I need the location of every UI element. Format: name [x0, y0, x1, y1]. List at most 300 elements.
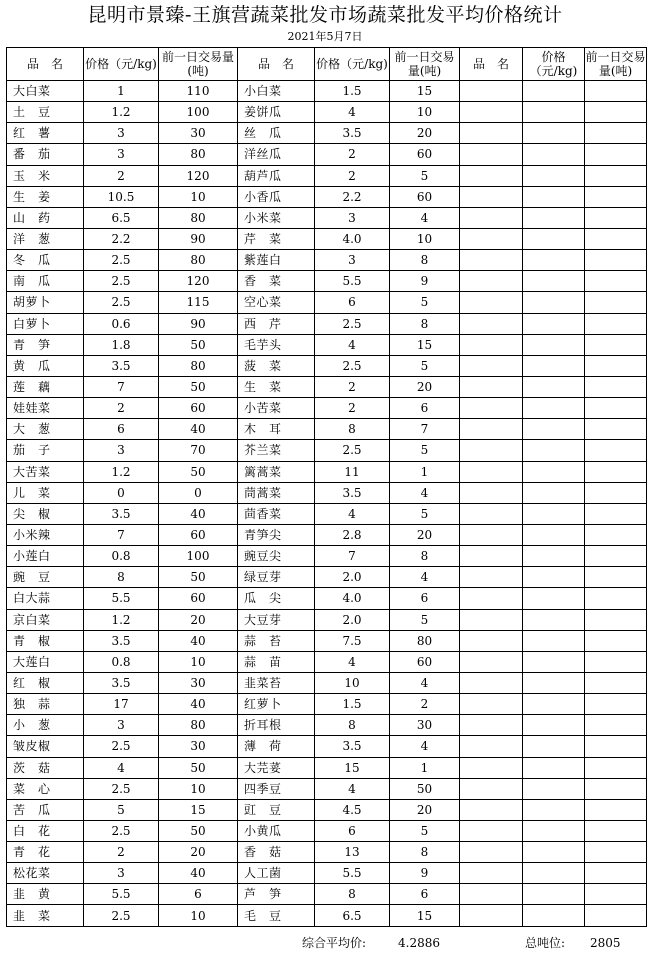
cell-name: 娃娃菜 — [7, 398, 84, 419]
cell-volume: 15 — [159, 799, 238, 820]
table-row — [7, 250, 647, 271]
cell-volume: 120 — [159, 271, 238, 292]
cell-price: 2.8 — [315, 524, 390, 545]
cell-volume: 15 — [390, 905, 460, 926]
cell-name: 红 薯 — [7, 123, 84, 144]
cell-volume — [585, 757, 647, 778]
cell-price — [523, 715, 585, 736]
cell-volume: 5 — [390, 292, 460, 313]
cell-name: 玉 米 — [7, 165, 84, 186]
cell-volume: 60 — [159, 588, 238, 609]
cell-volume: 40 — [159, 503, 238, 524]
cell-price — [523, 81, 585, 102]
cell-name: 薄 荷 — [238, 736, 315, 757]
cell-volume: 4 — [390, 207, 460, 228]
cell-price: 5.5 — [315, 863, 390, 884]
cell-price: 3.5 — [84, 630, 159, 651]
cell-name — [460, 736, 523, 757]
cell-volume: 15 — [390, 81, 460, 102]
cell-volume: 6 — [390, 398, 460, 419]
cell-volume: 60 — [390, 144, 460, 165]
cell-price — [523, 292, 585, 313]
cell-price — [523, 609, 585, 630]
cell-price — [523, 630, 585, 651]
cell-name: 白 花 — [7, 820, 84, 841]
cell-name: 番 茄 — [7, 144, 84, 165]
cell-price: 7 — [84, 524, 159, 545]
cell-price: 3 — [84, 863, 159, 884]
cell-price: 5.5 — [84, 884, 159, 905]
cell-name — [460, 884, 523, 905]
cell-volume: 50 — [159, 820, 238, 841]
cell-price: 3.5 — [315, 482, 390, 503]
cell-price: 8 — [315, 419, 390, 440]
cell-name — [460, 334, 523, 355]
cell-name: 绿豆芽 — [238, 567, 315, 588]
table-row — [7, 123, 647, 144]
cell-name: 白萝卜 — [7, 313, 84, 334]
cell-name: 香 菇 — [238, 842, 315, 863]
cell-price: 3 — [84, 440, 159, 461]
cell-volume: 5 — [390, 609, 460, 630]
table-row — [7, 144, 647, 165]
cell-volume: 80 — [390, 630, 460, 651]
cell-name: 小黄瓜 — [238, 820, 315, 841]
cell-volume: 20 — [390, 799, 460, 820]
table-row — [7, 398, 647, 419]
cell-name — [460, 313, 523, 334]
cell-price — [523, 461, 585, 482]
cell-volume — [585, 736, 647, 757]
cell-price: 2.5 — [315, 313, 390, 334]
cell-name: 小米菜 — [238, 207, 315, 228]
table-row — [7, 271, 647, 292]
cell-name: 小 葱 — [7, 715, 84, 736]
cell-volume — [585, 546, 647, 567]
cell-name: 松花菜 — [7, 863, 84, 884]
cell-volume: 50 — [390, 778, 460, 799]
cell-volume — [585, 228, 647, 249]
cell-volume — [585, 651, 647, 672]
cell-price: 4 — [315, 334, 390, 355]
cell-volume: 10 — [159, 651, 238, 672]
cell-price — [523, 863, 585, 884]
cell-volume: 10 — [159, 905, 238, 926]
cell-name: 豇 豆 — [238, 799, 315, 820]
header-name-2: 品 名 — [238, 48, 315, 81]
cell-name — [460, 588, 523, 609]
cell-price: 2 — [315, 144, 390, 165]
table-row — [7, 81, 647, 102]
cell-name — [460, 376, 523, 397]
cell-name: 茄 子 — [7, 440, 84, 461]
cell-price: 2 — [84, 165, 159, 186]
header-price-3: 价格（元/kg) — [523, 48, 585, 81]
cell-price — [523, 588, 585, 609]
cell-name — [460, 123, 523, 144]
cell-price: 2 — [84, 398, 159, 419]
cell-volume: 80 — [159, 355, 238, 376]
cell-volume — [585, 165, 647, 186]
cell-price: 3 — [84, 144, 159, 165]
cell-name — [460, 820, 523, 841]
cell-name — [460, 207, 523, 228]
cell-price — [523, 313, 585, 334]
cell-name: 洋 葱 — [7, 228, 84, 249]
cell-name: 生 菜 — [238, 376, 315, 397]
table-body — [7, 81, 647, 927]
cell-price — [523, 546, 585, 567]
cell-price — [523, 102, 585, 123]
cell-name: 青笋尖 — [238, 524, 315, 545]
cell-price — [523, 144, 585, 165]
cell-volume: 4 — [390, 567, 460, 588]
cell-volume — [585, 524, 647, 545]
cell-price: 2.5 — [84, 250, 159, 271]
cell-volume — [585, 271, 647, 292]
cell-volume — [585, 694, 647, 715]
cell-volume — [585, 905, 647, 926]
cell-name: 蒜 苗 — [238, 651, 315, 672]
cell-name: 蒜 苔 — [238, 630, 315, 651]
cell-volume — [585, 292, 647, 313]
cell-name — [460, 651, 523, 672]
cell-volume: 115 — [159, 292, 238, 313]
table-row — [7, 482, 647, 503]
cell-volume: 60 — [390, 186, 460, 207]
cell-name: 大白菜 — [7, 81, 84, 102]
table-row — [7, 884, 647, 905]
cell-price: 7.5 — [315, 630, 390, 651]
cell-price: 2.0 — [315, 567, 390, 588]
total-tonnage-value: 2805 — [590, 936, 621, 950]
cell-price: 0.8 — [84, 651, 159, 672]
table-row — [7, 419, 647, 440]
cell-price: 3 — [315, 207, 390, 228]
cell-price: 1.2 — [84, 102, 159, 123]
cell-volume: 80 — [159, 715, 238, 736]
cell-price: 8 — [315, 884, 390, 905]
cell-name — [460, 186, 523, 207]
cell-volume: 10 — [390, 102, 460, 123]
cell-name: 小米辣 — [7, 524, 84, 545]
cell-volume: 20 — [159, 609, 238, 630]
cell-name: 冬 瓜 — [7, 250, 84, 271]
cell-volume — [585, 355, 647, 376]
table-row — [7, 567, 647, 588]
table-row — [7, 165, 647, 186]
cell-volume: 8 — [390, 250, 460, 271]
header-volume-3: 前一日交易量(吨) — [585, 48, 647, 81]
cell-price — [523, 207, 585, 228]
cell-volume — [585, 144, 647, 165]
cell-name: 韭菜苔 — [238, 672, 315, 693]
cell-price — [523, 757, 585, 778]
cell-price — [523, 186, 585, 207]
cell-name — [460, 440, 523, 461]
cell-name — [460, 271, 523, 292]
cell-price: 2 — [315, 165, 390, 186]
cell-name: 丝 瓜 — [238, 123, 315, 144]
cell-price — [523, 419, 585, 440]
cell-name: 瓜 尖 — [238, 588, 315, 609]
table-row — [7, 842, 647, 863]
cell-price: 2.5 — [84, 820, 159, 841]
cell-name: 尖 椒 — [7, 503, 84, 524]
cell-price: 2.5 — [315, 440, 390, 461]
cell-price: 2.5 — [84, 905, 159, 926]
cell-price — [523, 503, 585, 524]
table-row — [7, 630, 647, 651]
cell-name — [460, 524, 523, 545]
cell-name: 人工菌 — [238, 863, 315, 884]
cell-name: 京白菜 — [7, 609, 84, 630]
cell-price: 6.5 — [84, 207, 159, 228]
cell-volume: 5 — [390, 355, 460, 376]
cell-price: 8 — [84, 567, 159, 588]
cell-volume — [585, 503, 647, 524]
cell-volume — [585, 630, 647, 651]
cell-price: 6 — [84, 419, 159, 440]
cell-name — [460, 461, 523, 482]
table-row — [7, 757, 647, 778]
table-row — [7, 524, 647, 545]
cell-price — [523, 736, 585, 757]
cell-volume — [585, 799, 647, 820]
cell-name: 茨 菇 — [7, 757, 84, 778]
cell-name: 小莲白 — [7, 546, 84, 567]
cell-name — [460, 419, 523, 440]
table-row — [7, 376, 647, 397]
table-row — [7, 778, 647, 799]
cell-price: 4 — [315, 102, 390, 123]
cell-name — [460, 715, 523, 736]
cell-volume — [585, 376, 647, 397]
cell-price: 5 — [84, 799, 159, 820]
cell-volume — [585, 398, 647, 419]
cell-name — [460, 355, 523, 376]
table-row — [7, 102, 647, 123]
cell-volume: 9 — [390, 271, 460, 292]
cell-volume: 20 — [390, 524, 460, 545]
cell-volume: 50 — [159, 376, 238, 397]
header-price-1: 价格（元/kg) — [84, 48, 159, 81]
cell-price: 2.2 — [315, 186, 390, 207]
cell-volume: 8 — [390, 842, 460, 863]
cell-name: 茼蒿菜 — [238, 482, 315, 503]
cell-volume: 1 — [390, 461, 460, 482]
cell-price: 8 — [315, 715, 390, 736]
table-row — [7, 440, 647, 461]
cell-price: 2.5 — [84, 736, 159, 757]
cell-price — [523, 228, 585, 249]
cell-volume: 80 — [159, 144, 238, 165]
cell-volume — [585, 863, 647, 884]
table-row — [7, 228, 647, 249]
cell-volume: 1 — [390, 757, 460, 778]
cell-volume — [585, 102, 647, 123]
cell-name — [460, 292, 523, 313]
cell-volume — [585, 778, 647, 799]
cell-price — [523, 271, 585, 292]
cell-volume: 4 — [390, 482, 460, 503]
cell-volume — [585, 715, 647, 736]
cell-name: 毛 豆 — [238, 905, 315, 926]
cell-name: 菠 菜 — [238, 355, 315, 376]
cell-price: 17 — [84, 694, 159, 715]
cell-price: 1.5 — [315, 694, 390, 715]
cell-price: 2.5 — [84, 292, 159, 313]
table-row — [7, 694, 647, 715]
cell-volume — [585, 588, 647, 609]
cell-price: 2 — [315, 376, 390, 397]
cell-price — [523, 440, 585, 461]
cell-name: 皱皮椒 — [7, 736, 84, 757]
cell-price: 0 — [84, 482, 159, 503]
cell-name: 胡萝卜 — [7, 292, 84, 313]
cell-price: 2.5 — [315, 355, 390, 376]
cell-name: 茴香菜 — [238, 503, 315, 524]
table-row — [7, 672, 647, 693]
cell-price: 4 — [315, 651, 390, 672]
cell-volume — [585, 419, 647, 440]
cell-price: 7 — [84, 376, 159, 397]
cell-price: 3.5 — [84, 503, 159, 524]
cell-volume — [585, 334, 647, 355]
cell-price: 2 — [315, 398, 390, 419]
table-row — [7, 736, 647, 757]
cell-volume — [585, 123, 647, 144]
cell-name: 红 椒 — [7, 672, 84, 693]
table-row — [7, 863, 647, 884]
cell-volume — [585, 250, 647, 271]
cell-volume — [585, 609, 647, 630]
cell-volume: 5 — [390, 820, 460, 841]
cell-price: 11 — [315, 461, 390, 482]
cell-price — [523, 165, 585, 186]
cell-price — [523, 694, 585, 715]
cell-name: 豌 豆 — [7, 567, 84, 588]
cell-volume — [585, 186, 647, 207]
cell-name — [460, 842, 523, 863]
cell-price: 1.2 — [84, 609, 159, 630]
cell-name: 南 瓜 — [7, 271, 84, 292]
cell-volume: 40 — [159, 419, 238, 440]
cell-price: 2.0 — [315, 609, 390, 630]
cell-price — [523, 905, 585, 926]
cell-volume: 110 — [159, 81, 238, 102]
cell-name: 青 笋 — [7, 334, 84, 355]
cell-volume: 80 — [159, 207, 238, 228]
cell-name: 韭 菜 — [7, 905, 84, 926]
cell-volume: 60 — [159, 398, 238, 419]
cell-volume: 30 — [159, 123, 238, 144]
cell-price — [523, 482, 585, 503]
cell-volume — [585, 313, 647, 334]
cell-volume: 6 — [390, 588, 460, 609]
cell-volume: 30 — [159, 672, 238, 693]
table-row — [7, 651, 647, 672]
cell-name — [460, 567, 523, 588]
cell-volume — [585, 567, 647, 588]
cell-volume: 120 — [159, 165, 238, 186]
cell-price — [523, 778, 585, 799]
page-title: 昆明市景臻-王旗营蔬菜批发市场蔬菜批发平均价格统计 — [87, 4, 563, 26]
cell-name — [460, 609, 523, 630]
cell-name: 菜 心 — [7, 778, 84, 799]
cell-price — [523, 651, 585, 672]
cell-name: 小香瓜 — [238, 186, 315, 207]
cell-volume: 10 — [159, 778, 238, 799]
cell-price: 3 — [315, 250, 390, 271]
cell-volume: 5 — [390, 165, 460, 186]
cell-volume: 4 — [390, 672, 460, 693]
cell-price: 5.5 — [315, 271, 390, 292]
cell-volume: 10 — [390, 228, 460, 249]
cell-name: 洋丝瓜 — [238, 144, 315, 165]
cell-name: 折耳根 — [238, 715, 315, 736]
cell-volume: 50 — [159, 334, 238, 355]
cell-name: 香 菜 — [238, 271, 315, 292]
cell-volume — [585, 81, 647, 102]
cell-price: 13 — [315, 842, 390, 863]
cell-volume: 20 — [390, 123, 460, 144]
cell-volume: 100 — [159, 102, 238, 123]
cell-price — [523, 123, 585, 144]
cell-name — [460, 546, 523, 567]
cell-name — [460, 482, 523, 503]
cell-volume: 60 — [390, 651, 460, 672]
cell-name: 大莲白 — [7, 651, 84, 672]
cell-volume: 7 — [390, 419, 460, 440]
cell-price — [523, 355, 585, 376]
summary-footer — [0, 934, 650, 952]
cell-name: 豌豆尖 — [238, 546, 315, 567]
cell-name: 葫芦瓜 — [238, 165, 315, 186]
cell-volume: 40 — [159, 694, 238, 715]
cell-price: 15 — [315, 757, 390, 778]
cell-volume: 90 — [159, 228, 238, 249]
cell-volume: 8 — [390, 313, 460, 334]
cell-volume — [585, 207, 647, 228]
cell-name: 芥兰菜 — [238, 440, 315, 461]
report-date: 2021年5月7日 — [287, 30, 363, 43]
cell-name — [460, 228, 523, 249]
cell-name — [460, 672, 523, 693]
cell-volume: 2 — [390, 694, 460, 715]
cell-volume: 5 — [390, 440, 460, 461]
cell-price — [523, 334, 585, 355]
cell-volume: 30 — [390, 715, 460, 736]
cell-name: 芹 菜 — [238, 228, 315, 249]
table-row — [7, 334, 647, 355]
table-row — [7, 461, 647, 482]
cell-name: 苦 瓜 — [7, 799, 84, 820]
cell-price — [523, 884, 585, 905]
cell-volume: 20 — [159, 842, 238, 863]
header-name-1: 品 名 — [7, 48, 84, 81]
cell-name: 大芫荽 — [238, 757, 315, 778]
cell-name — [460, 778, 523, 799]
cell-name: 小白菜 — [238, 81, 315, 102]
table-row — [7, 355, 647, 376]
cell-volume: 50 — [159, 757, 238, 778]
cell-name: 白大蒜 — [7, 588, 84, 609]
cell-price: 4.0 — [315, 228, 390, 249]
cell-name: 莲 藕 — [7, 376, 84, 397]
cell-volume: 50 — [159, 461, 238, 482]
cell-price: 6.5 — [315, 905, 390, 926]
